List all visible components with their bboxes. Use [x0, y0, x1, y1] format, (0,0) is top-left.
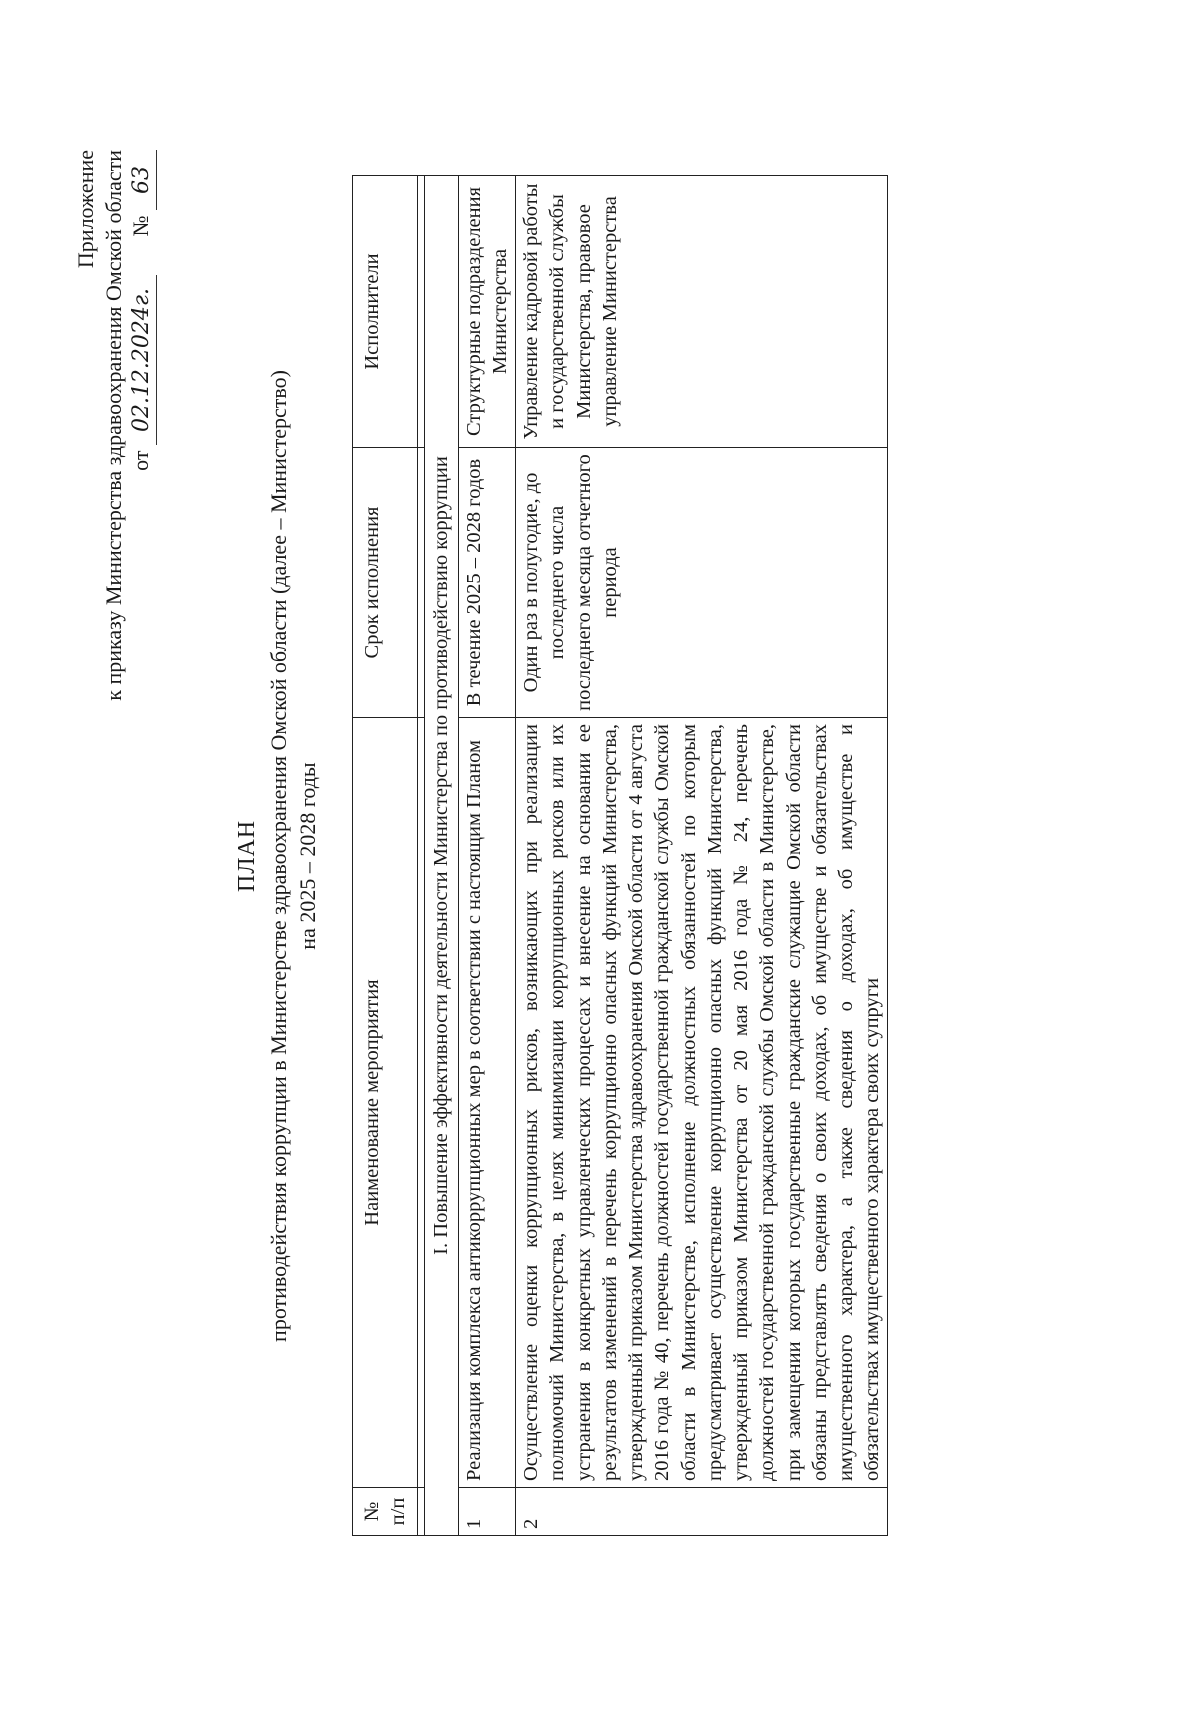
plan-table [352, 175, 888, 1536]
row-term: Один раз в полугодие, до последнего числа последнего месяца отчетного периода [516, 448, 888, 718]
plan-subtitle: противодействия коррупции в Министерстве здравоохранения Омской области (далее – Министерство) [266, 370, 292, 1342]
section-row [425, 176, 458, 1536]
header-num: № п/п [353, 1488, 418, 1536]
appendix-order-ref: к приказу Министерства здравоохранения Омской области [100, 150, 126, 701]
row-num: 2 [516, 1488, 888, 1536]
handwritten-date: 02.12.2024г. [128, 275, 157, 445]
handwritten-number: 63 [128, 150, 157, 210]
table-row [458, 176, 515, 1536]
number-prefix: № [128, 215, 153, 237]
row-executors: Управление кадровой работы и государственной службы Министерства, правовое управление Министерства [516, 176, 888, 448]
row-term: В течение 2025 – 2028 годов [458, 448, 515, 718]
header-term: Срок исполнения [353, 448, 418, 718]
row-num: 1 [458, 1488, 515, 1536]
date-prefix: от [128, 450, 153, 471]
header-executors: Исполнители [353, 176, 418, 448]
table-row [516, 176, 888, 1536]
table-header-row [353, 176, 418, 1536]
plan-heading: ПЛАН [234, 819, 260, 893]
appendix-block [72, 150, 157, 701]
table-spacer-row [418, 176, 425, 1536]
appendix-label: Приложение [73, 150, 98, 269]
document-title [232, 150, 322, 1562]
row-name: Осуществление оценки коррупционных рисков, возникающих при реализации полномочий Министерства, в целях минимизации коррупционных рисков или их устранения в конкретных управленческих процессах и внесение на основании ее результатов изменений в перечень коррупционно опасных функций Министерства, утвержденный приказом Министерства здравоохранения Омской области от 4 августа 2016 года № 40, перечень должностей государственной гражданской службы Омской области в Министерстве, исполнение должностных обязанностей по которым предусматривает осуществление коррупционно опасных функций Министерства, утвержденный приказом Министерства от 20 мая 2016 года № 24, перечень должностей государственной гражданской службы Омской области в Министерстве, при замещении которых государственные гражданские служащие Омской области обязаны представлять сведения о своих доходах, об имуществе и обязательствах имущественного характера, а также сведения о доходах, об имуществе и обязательствах имущественного характера своих супруги [516, 718, 888, 1488]
row-executors: Структурные подразделения Министерства [458, 176, 515, 448]
section-title: I. Повышение эффективности деятельности Министерства по противодействию коррупции [425, 176, 458, 1536]
appendix-date-line [127, 150, 157, 701]
header-name: Наименование мероприятия [353, 718, 418, 1488]
plan-period: на 2025 – 2028 годы [294, 762, 320, 950]
row-name: Реализация комплекса антикоррупционных мер в соответствии с настоящим Планом [458, 718, 515, 1488]
